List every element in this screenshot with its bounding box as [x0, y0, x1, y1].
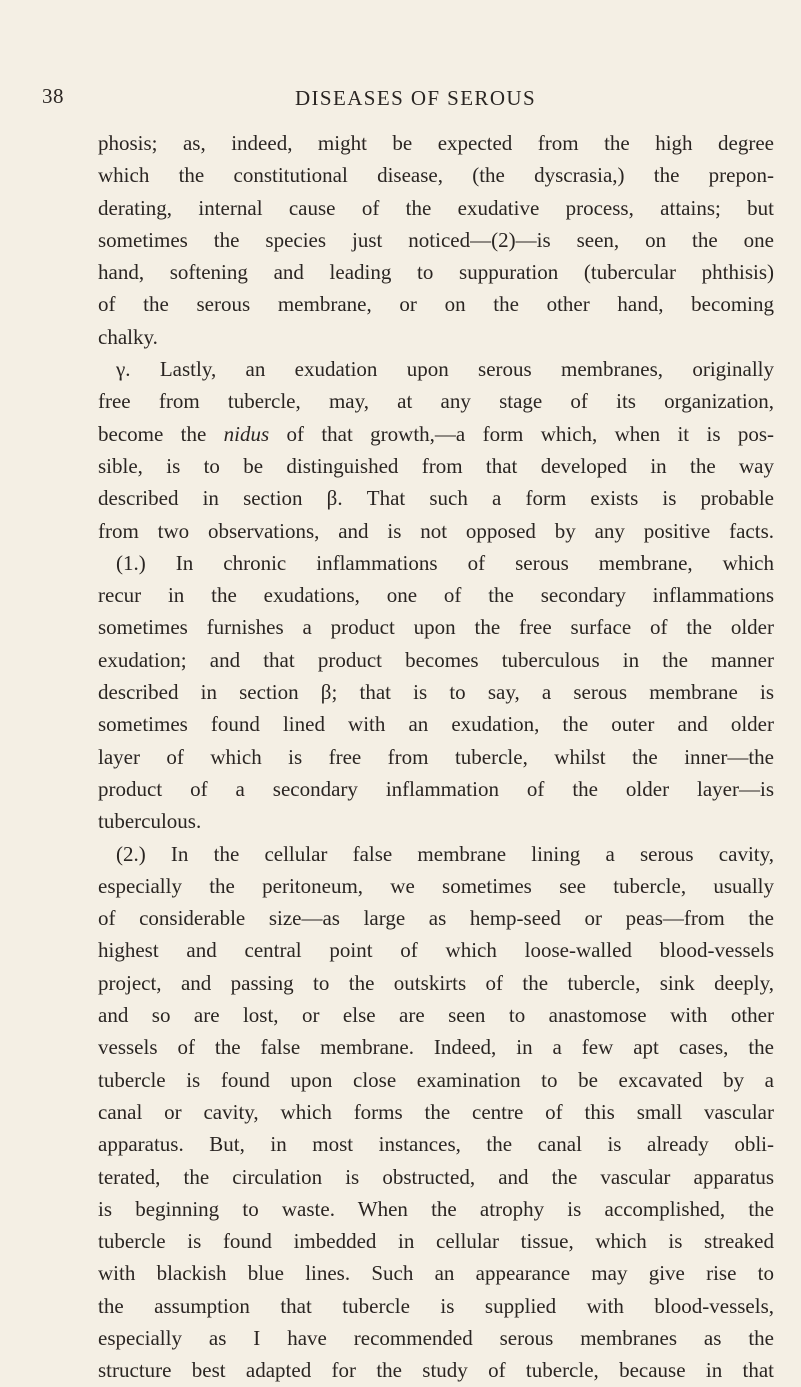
- text-line: free from tubercle, may, at any stage of its organization,: [98, 389, 774, 414]
- text-line: tuberculous.: [98, 809, 202, 834]
- text-line: which the constitutional disease, (the dyscrasia,) the prepon-: [98, 163, 774, 188]
- text-line: recur in the exudations, one of the secondary inflammations: [98, 583, 774, 608]
- text-line: canal or cavity, which forms the centre of this small vascular: [98, 1099, 774, 1124]
- text-line: highest and central point of which loose-walled blood-vessels: [98, 938, 774, 963]
- text-line: sometimes furnishes a product upon the free surface of the older: [98, 615, 774, 640]
- text-line: product of a secondary inflammation of the older layer—is: [98, 776, 774, 801]
- text-line: tubercle is found upon close examination to be excavated by a: [98, 1067, 774, 1092]
- text-line: vessels of the false membrane. Indeed, in a few apt cases, the: [98, 1035, 774, 1060]
- text-line: (1.) In chronic inflammations of serous membrane, which: [116, 550, 774, 575]
- text-line: chalky.: [98, 324, 158, 349]
- text-line: sible, is to be distinguished from that developed in the way: [98, 453, 774, 478]
- text-line-with-italic: [98, 418, 774, 450]
- text-line: tubercle is found imbedded in cellular tissue, which is streaked: [98, 1229, 774, 1254]
- text-line: apparatus. But, in most instances, the canal is already obli-: [98, 1132, 774, 1157]
- text-line: the assumption that tubercle is supplied with blood-vessels,: [98, 1293, 774, 1318]
- text-fragment: of that growth,—a form which, when it is pos-: [286, 421, 774, 446]
- page-number: 38: [42, 84, 64, 108]
- running-title: DISEASES OF SEROUS: [294, 86, 537, 110]
- text-line: hand, softening and leading to suppuration (tubercular phthisis): [98, 260, 774, 285]
- italic-term: nidus: [223, 421, 270, 446]
- text-line: of the serous membrane, or on the other hand, becoming: [98, 292, 774, 317]
- text-fragment: become the: [98, 421, 207, 446]
- text-line: phosis; as, indeed, might be expected from the high degree: [98, 131, 774, 155]
- text-line: described in section β. That such a form exists is probable: [98, 486, 774, 511]
- text-line: especially as I have recommended serous membranes as the: [98, 1325, 774, 1350]
- text-line: from two observations, and is not opposed by any positive facts.: [98, 518, 774, 543]
- text-line: is beginning to waste. When the atrophy is accomplished, the: [98, 1196, 774, 1221]
- text-line: (2.) In the cellular false membrane lining a serous cavity,: [116, 841, 774, 866]
- body-text: [98, 127, 774, 1387]
- text-line: of considerable size—as large as hemp-seed or peas—from the: [98, 906, 774, 931]
- text-line: terated, the circulation is obstructed, and the vascular apparatus: [98, 1164, 774, 1189]
- text-line: γ. Lastly, an exudation upon serous membranes, originally: [116, 357, 774, 382]
- text-line: sometimes the species just noticed—(2)—is seen, on the one: [98, 227, 774, 252]
- text-line: sometimes found lined with an exudation, the outer and older: [98, 712, 774, 737]
- text-line: with blackish blue lines. Such an appearance may give rise to: [98, 1261, 774, 1286]
- text-line: project, and passing to the outskirts of the tubercle, sink deeply,: [98, 970, 774, 995]
- text-line: especially the peritoneum, we sometimes see tubercle, usually: [98, 873, 774, 898]
- text-line: structure best adapted for the study of tubercle, because in that: [98, 1358, 774, 1383]
- text-line: described in section β; that is to say, a serous membrane is: [98, 680, 774, 705]
- text-line: layer of which is free from tubercle, whilst the inner—the: [98, 744, 774, 769]
- text-line: derating, internal cause of the exudative process, attains; but: [98, 195, 774, 220]
- text-line: exudation; and that product becomes tuberculous in the manner: [98, 647, 774, 672]
- text-line: and so are lost, or else are seen to anastomose with other: [98, 1003, 774, 1028]
